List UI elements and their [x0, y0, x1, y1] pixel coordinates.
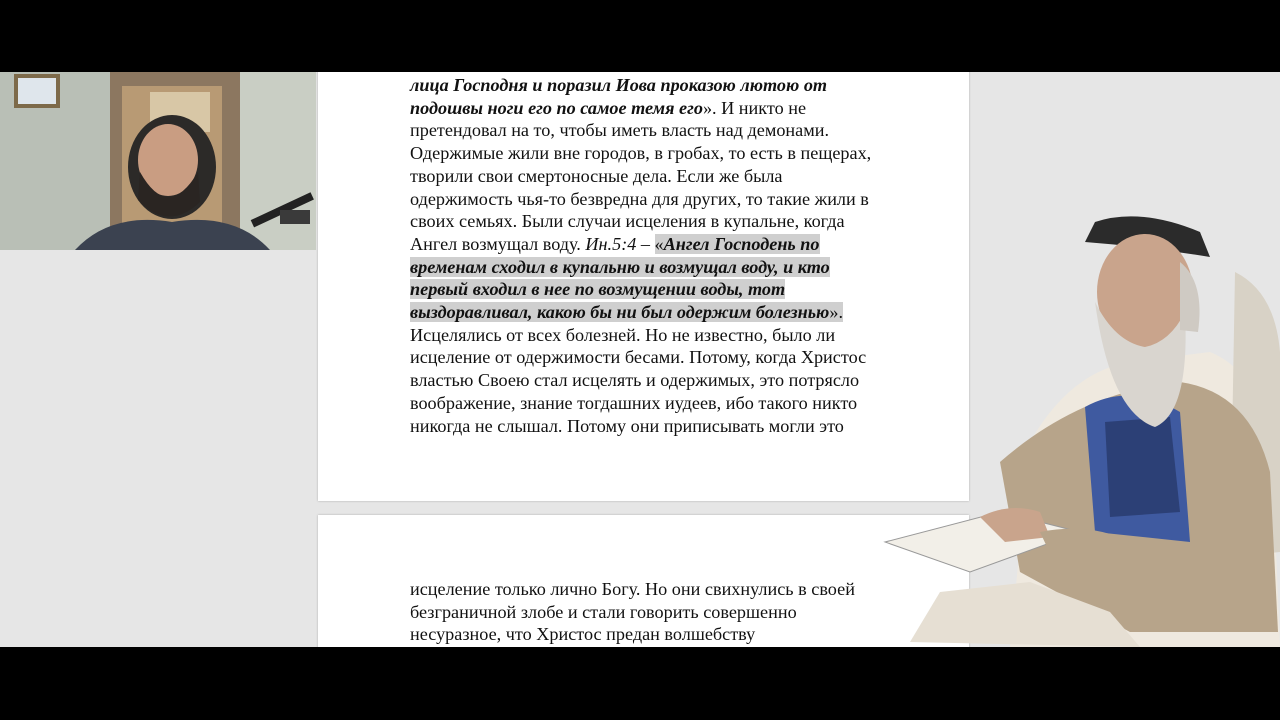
text-line — [410, 97, 930, 120]
text-run: воображение, знание тогдашних иудеев, ибо такого никто — [410, 392, 858, 413]
webcam-person-icon — [0, 72, 316, 250]
text-line — [410, 233, 930, 256]
text-line — [410, 74, 930, 97]
page-text — [410, 578, 930, 646]
text-run: выздоравливал, какою бы ни был одержим болезнью — [410, 302, 830, 323]
document-viewer[interactable] — [0, 72, 1280, 647]
text-run: – — [636, 233, 655, 254]
page-text — [410, 74, 930, 437]
text-line — [410, 119, 930, 142]
text-run: Ангел возмущал воду. — [410, 233, 586, 254]
text-run: исцеление от одержимости бесами. Потому, когда Христос — [410, 347, 867, 368]
text-line — [410, 346, 930, 369]
text-run: своих семьях. Были случаи исцеления в купальне, когда — [410, 211, 845, 232]
text-run: властью Своею стал исцелять и одержимых, это потрясло — [410, 370, 860, 391]
text-line — [410, 601, 930, 624]
text-line — [410, 188, 930, 211]
text-run: подошвы ноги его по самое темя его — [410, 97, 703, 118]
text-line — [410, 278, 930, 301]
text-run: лица Господня и поразил Иова проказою лютою от — [410, 75, 828, 95]
text-line — [410, 415, 930, 438]
text-run: ». — [829, 302, 843, 323]
text-run: « — [654, 233, 664, 254]
document-page-44 — [318, 72, 969, 501]
text-run: Одержимые жили вне городов, в гробах, то есть в пещерах, — [410, 143, 872, 164]
text-run: никогда не слышал. Потому они приписывать могли это — [410, 415, 844, 436]
text-run: Ангел Господень по — [663, 233, 820, 254]
old-man-illustration-icon — [880, 212, 1280, 647]
text-run: претендовал на то, чтобы иметь власть над демонами. — [410, 120, 830, 141]
text-line — [410, 623, 930, 646]
text-run: временам сходил в купальню и возмущал воду, и кто — [410, 256, 830, 277]
text-run: несуразное, что Христос предан волшебству — [410, 624, 756, 645]
text-run: первый входил в нее по возмущении воды, тот — [410, 279, 786, 300]
text-line — [410, 324, 930, 347]
document-page-45 — [318, 515, 969, 647]
old-man-writing-illustration — [880, 212, 1280, 647]
text-line — [410, 392, 930, 415]
text-run: безграничной злобе и стали говорить совершенно — [410, 601, 797, 622]
text-run: исцеление только лично Богу. Но они свихнулись в своей — [410, 579, 855, 599]
text-run: Исцелялись от всех болезней. Но не известно, было ли — [410, 324, 836, 345]
text-line — [410, 369, 930, 392]
text-run: ». И никто не — [702, 97, 807, 118]
text-line — [410, 578, 930, 601]
letterbox-top — [0, 0, 1280, 72]
text-run: Ин.5:4 — [585, 233, 637, 254]
text-line — [410, 210, 930, 233]
text-line — [410, 256, 930, 279]
text-line — [410, 165, 930, 188]
letterbox-bottom — [0, 647, 1280, 720]
webcam-overlay — [0, 72, 316, 250]
text-run: одержимость чья-то безвредна для других, то такие жили в — [410, 188, 869, 209]
text-run: творили свои смертоносные дела. Если же была — [410, 165, 783, 186]
text-line — [410, 301, 930, 324]
text-line — [410, 142, 930, 165]
